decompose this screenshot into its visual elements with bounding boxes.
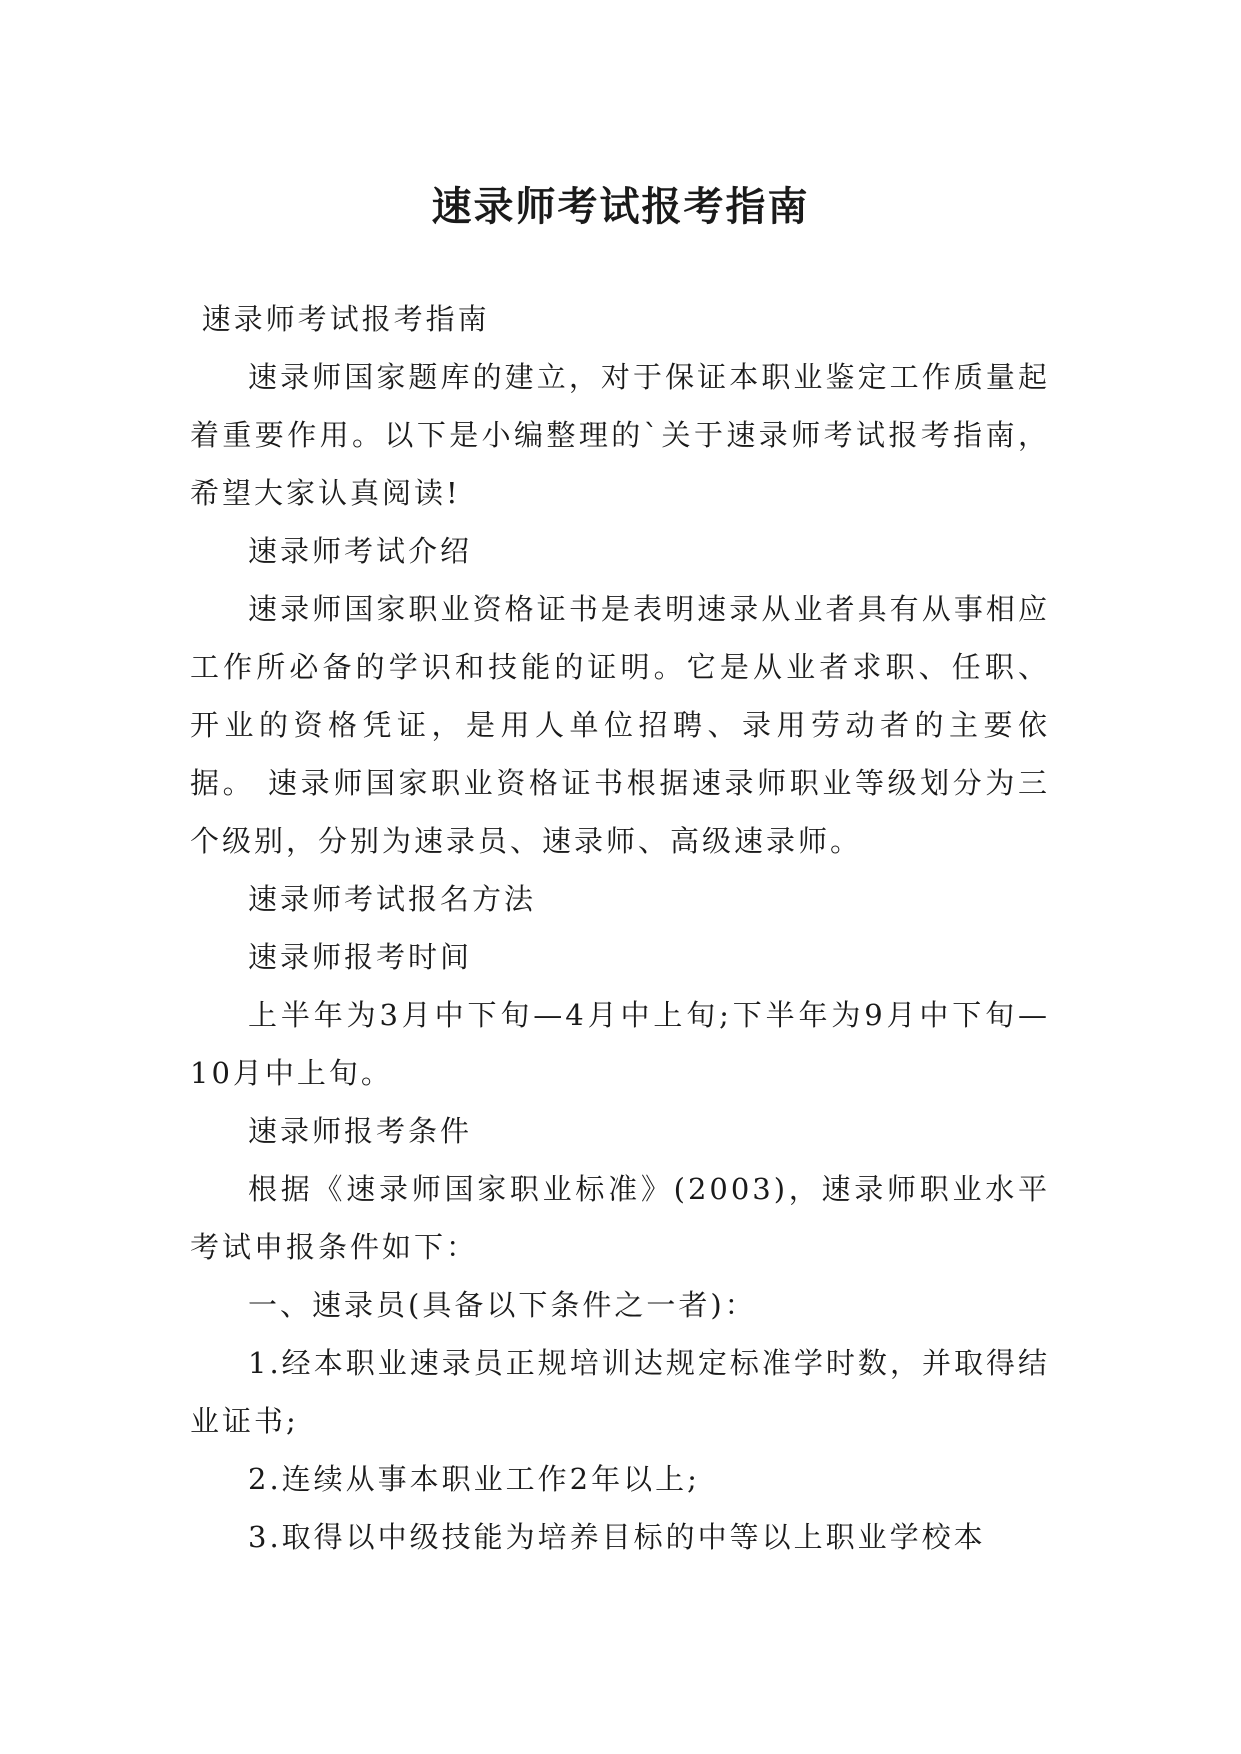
section-heading-conditions: 速录师报考条件 (248, 1114, 473, 1148)
registration-time-paragraph: 上半年为3月中下旬—4月中上旬;下半年为9月中下旬—10月中上旬。 (190, 998, 1050, 1090)
section-heading-introduction: 速录师考试介绍 (248, 534, 473, 568)
introduction-paragraph: 速录师国家职业资格证书是表明速录从业者具有从事相应工作所必备的学识和技能的证明。它是从业者求职、任职、开业的资格凭证，是用人单位招聘、录用劳动者的主要依据。 速录师国家职业资格证书根据速录师职业等级划分为三个级别，分别为速录员、速录师、高级速录师。 (190, 592, 1050, 858)
document-subtitle: 速录师考试报考指南 (201, 302, 490, 336)
section-heading-registration-time: 速录师报考时间 (248, 940, 473, 974)
intro-paragraph: 速录师国家题库的建立，对于保证本职业鉴定工作质量起着重要作用。以下是小编整理的`关于速录师考试报考指南，希望大家认真阅读! (190, 360, 1050, 510)
section-heading-registration: 速录师考试报名方法 (248, 882, 537, 916)
document-body (190, 290, 1050, 1566)
condition-item-3: 3.取得以中级技能为培养目标的中等以上职业学校本 (248, 1520, 986, 1554)
condition-item-1: 1.经本职业速录员正规培训达规定标准学时数，并取得结业证书; (190, 1346, 1050, 1438)
conditions-level-heading: 一、速录员(具备以下条件之一者)： (248, 1288, 757, 1322)
document-title: 速录师考试报考指南 (431, 182, 810, 230)
condition-item-2: 2.连续从事本职业工作2年以上; (248, 1462, 700, 1496)
conditions-paragraph: 根据《速录师国家职业标准》(2003)，速录师职业水平考试申报条件如下： (190, 1172, 1050, 1264)
